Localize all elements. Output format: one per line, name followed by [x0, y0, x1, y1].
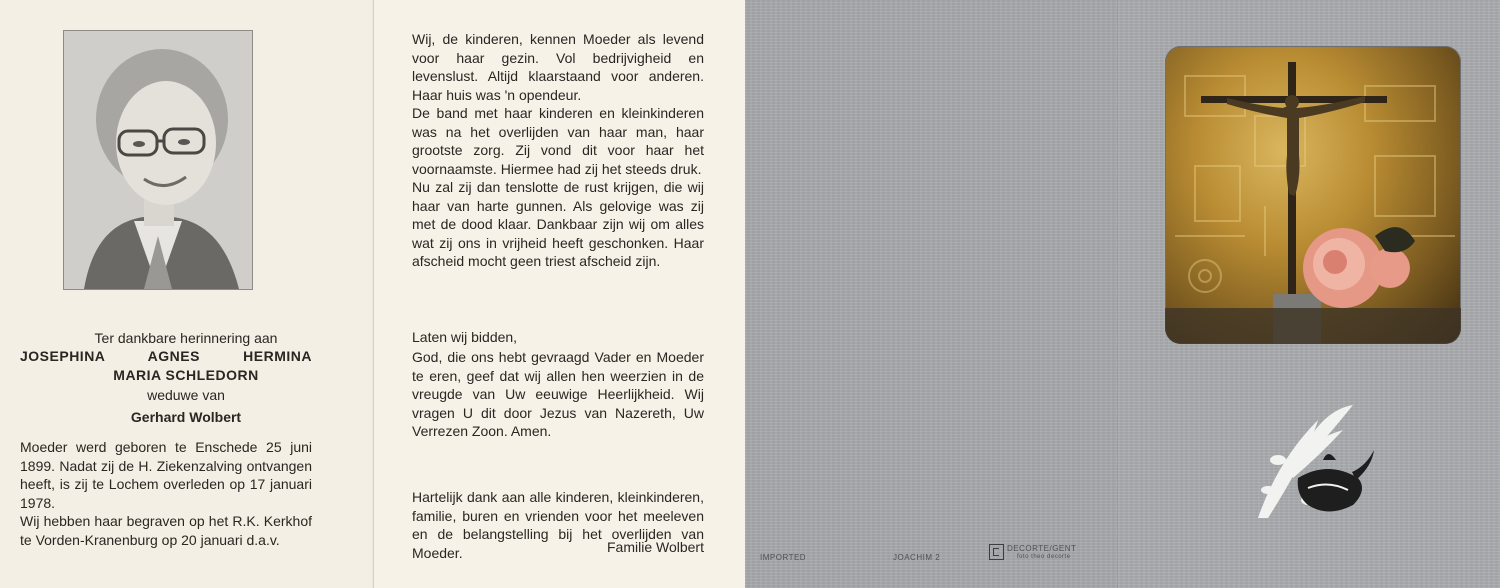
portrait-illustration: [64, 31, 252, 289]
remembrance-heading: Ter dankbare herinnering aan: [94, 330, 278, 346]
tribute-paragraph: Wij, de kinderen, kennen Moeder als levend voor haar gezin. Vol bedrijvigheid en levenslust. Altijd klaarstaand voor anderen. Haar huis was 'n opendeur. De band met haar kinderen en kleinkinderen was na het overlijden van haar man, haar grootste zorg. Zij vond dit voor haar het voornaamste. Hiermee had zij het steeds druk. Nu zal zij dan tenslotte de rust krijgen, die wij haar van harte gunnen. Als gelovige was zij met de dood klaar. Dankbaar zijn wij om alles wat zij ons in vrijheid heeft geschonken. Haar afscheid mocht geen triest afscheid zijn.: [412, 31, 704, 269]
publisher-sub-label: foto theo decorte: [1017, 554, 1071, 560]
crucifix-picture: [1165, 46, 1461, 344]
lamp-icon: [1248, 400, 1376, 524]
middle-card-panel: [373, 0, 746, 588]
back-cover-panel: [745, 0, 1117, 588]
front-cover-panel: [1117, 0, 1500, 588]
biography-text: Moeder werd geboren te Enschede 25 juni 1899. Nadat zij de H. Ziekenzalving ontvangen heeft, is zij te Lochem overleden op 17 januari 1978. Wij hebben haar begraven op het R.K. Kerkhof te Vorden-Kranenburg op 20 januari d.a.v.: [20, 439, 312, 548]
deceased-name-line1: JOSEPHINA AGNES HERMINA: [20, 348, 312, 364]
left-card-panel: [0, 0, 372, 588]
imported-label: IMPORTED: [760, 553, 807, 562]
husband-name: Gerhard Wolbert: [130, 409, 242, 425]
thanks-text: Hartelijk dank aan alle kinderen, kleinkinderen, familie, buren en vrienden voor het meeleven en de belangstelling bij het overlijden van Moeder.: [412, 489, 704, 561]
crucifix-illustration: [1165, 46, 1461, 344]
oil-lamp-emblem: [1248, 400, 1376, 524]
widow-of-label: weduwe van: [147, 387, 225, 403]
model-label: JOACHIM 2: [893, 553, 941, 562]
deceased-name-line2: MARIA SCHLEDORN: [113, 367, 259, 383]
prayer-text: God, die ons hebt gevraagd Vader en Moeder te eren, geef dat wij allen hen weerzien in de vreugde van Uw eeuwige Heerlijkheid. Wij vragen U dit door Jezus van Nazereth, Uw Verrezen Zoon. Amen.: [412, 349, 704, 439]
publisher-label: DECORTE/GENT: [1007, 544, 1077, 553]
prayer-intro: Laten wij bidden,: [412, 329, 518, 345]
portrait-photo: [63, 30, 253, 290]
publisher-logo: [989, 544, 1004, 560]
family-signature: Familie Wolbert: [607, 539, 704, 555]
